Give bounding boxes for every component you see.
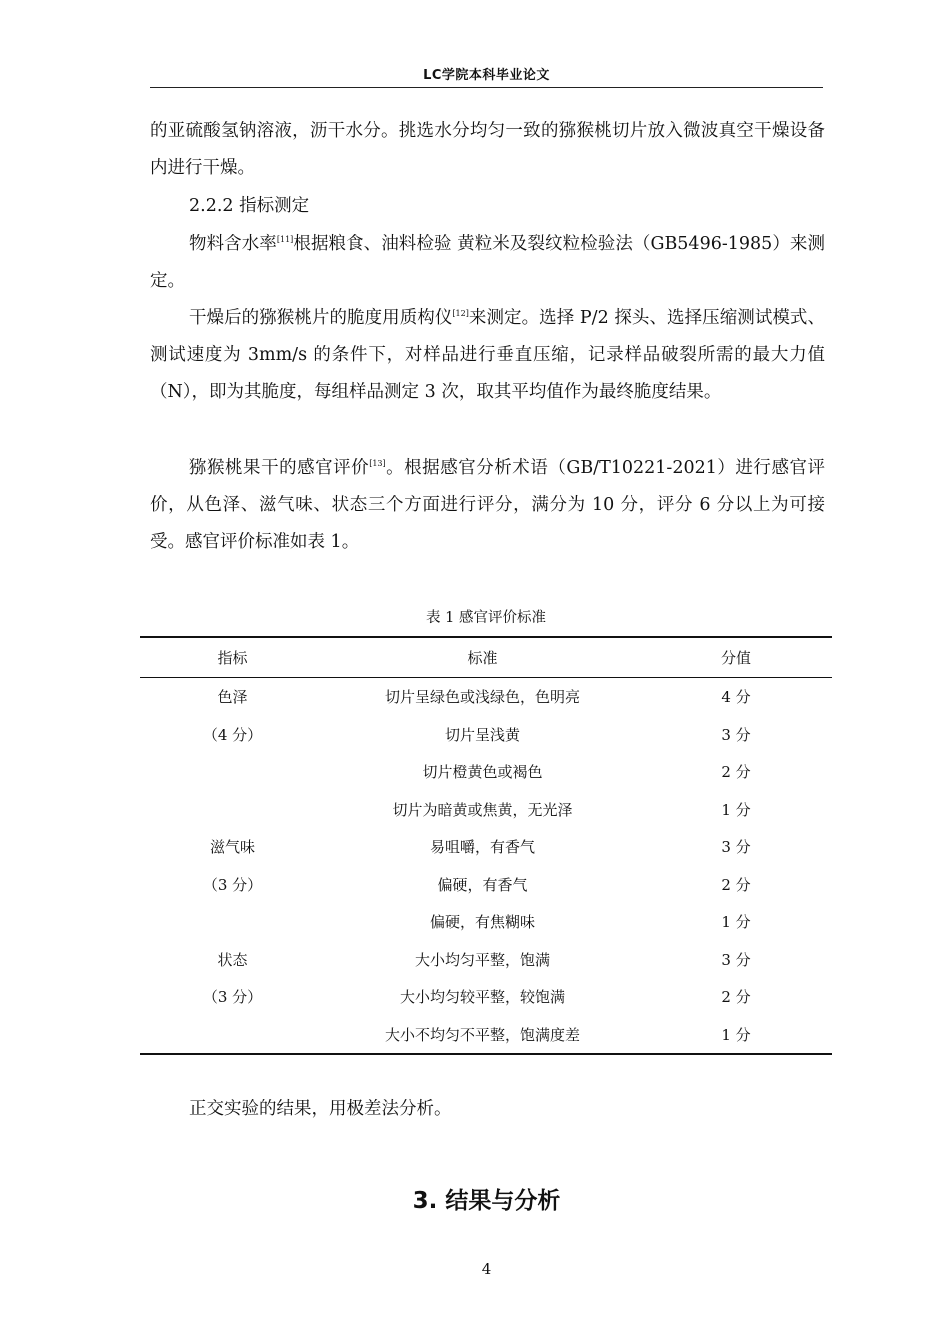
table-cell: 切片呈浅黄 <box>444 725 520 744</box>
table-row <box>140 903 832 941</box>
table-cell <box>140 1016 325 1055</box>
table-cell: 色泽 <box>217 688 248 707</box>
table-cell: 4 分 <box>721 688 751 707</box>
sensory-standard-table <box>140 636 832 1055</box>
text-run: 根据粮食、油料检验 黄粒米及裂纹粒检验法（GB5496-1985）来测定。 <box>150 234 826 291</box>
table-row <box>140 753 832 791</box>
table-row <box>140 828 832 866</box>
page-number: 4 <box>481 1260 492 1278</box>
table-row <box>140 716 832 754</box>
section-heading: 3. 结果与分析 <box>412 1188 561 1214</box>
table-cell: 滋气味 <box>209 838 255 857</box>
paragraph-continuation: 的亚硫酸氢钠溶液，沥干水分。挑选水分均匀一致的猕猴桃切片放入微波真空干燥设备内进行干燥。 <box>150 121 825 178</box>
citation-ref: [13] <box>369 459 386 468</box>
text-run: 物料含水率 <box>189 234 277 254</box>
table-row <box>140 866 832 904</box>
table-header-row <box>140 637 832 678</box>
table-row <box>140 1016 832 1055</box>
table-cell: 1 分 <box>721 913 751 932</box>
table-cell: 2 分 <box>721 763 751 782</box>
table-cell: 易咀嚼，有香气 <box>429 838 535 857</box>
table-cell: 1 分 <box>640 1016 832 1055</box>
paragraph-crispness <box>150 300 825 411</box>
citation-ref: [12] <box>452 309 469 318</box>
table-row <box>140 791 832 829</box>
table-cell <box>140 903 325 941</box>
table-cell: 偏硬，有焦糊味 <box>429 913 535 932</box>
paragraph-analysis: 正交实验的结果，用极差法分析。 <box>189 1099 452 1119</box>
paragraph-sensory <box>150 450 825 561</box>
running-header: LC学院本科毕业论文 <box>423 68 550 83</box>
header-rule <box>150 87 823 88</box>
table-row <box>140 978 832 1016</box>
table-cell: （3 分） <box>202 875 263 894</box>
subsection-heading: 2.2.2 指标测定 <box>189 196 310 216</box>
header-cell: 分值 <box>640 637 832 678</box>
table-row <box>140 941 832 979</box>
header-cell: 指标 <box>140 637 325 678</box>
table-cell: （4 分） <box>202 725 263 744</box>
table-cell: 切片橙黄色或褐色 <box>422 763 543 782</box>
table-cell: 大小不均匀不平整，饱满度差 <box>325 1016 640 1055</box>
text-run: 来测定。选择 P/2 探头、选择压缩测试模式、测试速度为 3mm/s 的条件下，对样品进行垂直压缩，记录样品破裂所需的最大力值（N），即为其脆度，每组样品测定 3 次，取其平均值作为最终脆度结果。 <box>150 308 825 402</box>
table-cell <box>140 791 325 829</box>
table-cell: 切片为暗黄或焦黄，无光泽 <box>392 800 573 819</box>
table-cell: 状态 <box>217 950 248 969</box>
table-cell: 3 分 <box>721 950 751 969</box>
table-row <box>140 678 832 716</box>
table-cell: 1 分 <box>721 800 751 819</box>
text-run: 。根据感官分析术语（GB/T10221-2021）进行感官评价，从色泽、滋气味、状态三个方面进行评分，满分为 10 分，评分 6 分以上为可接受。感官评价标准如表 1。 <box>150 458 825 552</box>
text-run: 猕猴桃果干的感官评价 <box>189 458 370 478</box>
table-cell: （3 分） <box>202 988 263 1007</box>
text-run: 干燥后的猕猴桃片的脆度用质构仪 <box>189 308 453 328</box>
table-cell: 偏硬，有香气 <box>437 875 528 894</box>
table-caption: 表 1 感官评价标准 <box>426 610 546 626</box>
table-cell: 2 分 <box>721 875 751 894</box>
table-cell: 3 分 <box>721 838 751 857</box>
table-cell: 大小均匀较平整，较饱满 <box>399 988 565 1007</box>
table-cell: 切片呈绿色或浅绿色，色明亮 <box>384 688 580 707</box>
paragraph-moisture <box>150 226 825 300</box>
citation-ref: [11] <box>276 235 294 244</box>
table-cell: 2 分 <box>721 988 751 1007</box>
table-cell: 3 分 <box>721 725 751 744</box>
table-cell: 大小均匀平整，饱满 <box>414 950 550 969</box>
table-cell <box>140 753 325 791</box>
header-cell: 标准 <box>325 637 640 678</box>
